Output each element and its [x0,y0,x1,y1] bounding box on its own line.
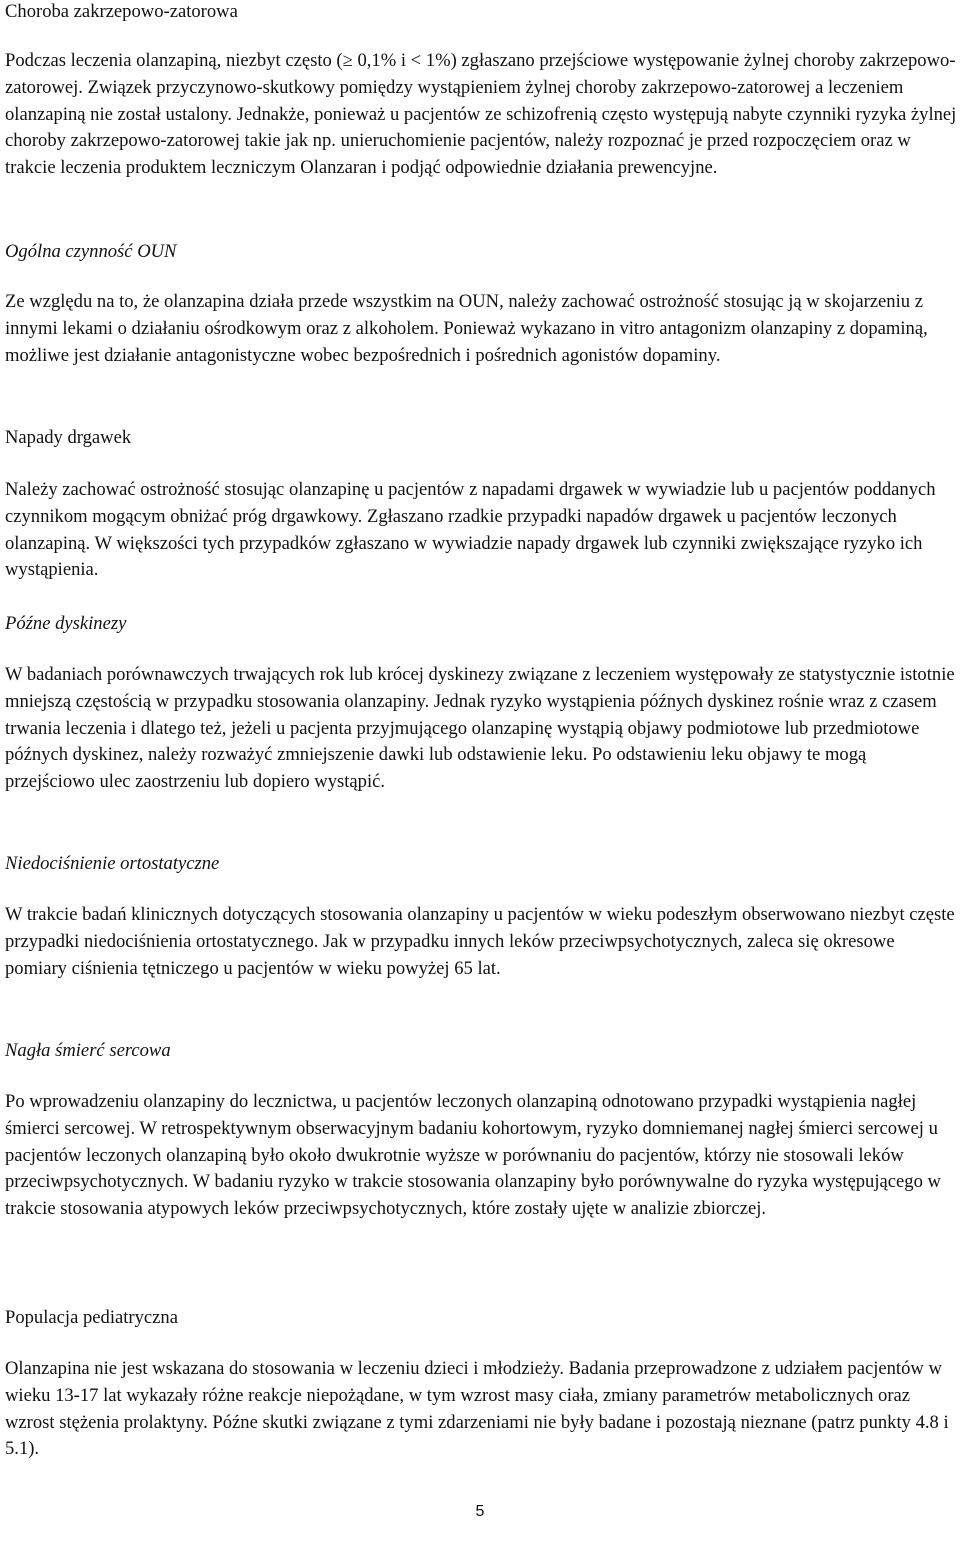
section-text-paediatric-population: Olanzapina nie jest wskazana do stosowania w leczeniu dzieci i młodzieży. Badania przeprowadzone z udziałem pacjentów w wieku 13-17 lat wykazały różne reakcje niepożądane, w tym wzrost masy ciała, zmiany parametrów metabolicznych oraz wzrost stężenia prolaktyny. Późne skutki związane z tymi zdarzeniami nie były badane i pozostają nieznane (patrz punkty 4.8 i 5.1). [5,1358,949,1460]
section-heading-seizures: Napady drgawek [5,427,132,448]
section-text-cns-activity: Ze względu na to, że olanzapina działa przede wszystkim na OUN, należy zachować ostrożność stosując ją w skojarzeniu z innymi lekami o działaniu ośrodkowym oraz z alkoholem. Ponieważ wykazano in vitro antagonizm olanzapiny z dopaminą, możliwe jest działanie antagonistyczne wobec bezpośrednich i pośrednich agonistów dopaminy. [5,291,928,366]
section-text-sudden-cardiac-death: Po wprowadzeniu olanzapiny do lecznictwa, u pacjentów leczonych olanzapiną odnotowano przypadki wystąpienia nagłej śmierci sercowej. W retrospektywnym obserwacyjnym badaniu kohortowym, ryzyko domniemanej nagłej śmierci sercowej u pacjentów leczonych olanzapiną było około dwukrotnie wyższe w porównaniu do pacjentów, którzy nie stosowali leków przeciwpsychotycznych. W badaniu ryzyko w trakcie stosowania olanzapiny było porównywalne do ryzyka występującego w trakcie stosowania atypowych leków przeciwpsychotycznych, które zostały ujęte w analizie zbiorczej. [5,1091,941,1220]
section-text-seizures: Należy zachować ostrożność stosując olanzapinę u pacjentów z napadami drgawek w wywiadzie lub u pacjentów poddanych czynnikom mogącym obniżać próg drgawkowy. Zgłaszano rzadkie przypadki napadów drgawek u pacjentów leczonych olanzapiną. W większości tych przypadków zgłaszano w wywiadzie napady drgawek lub czynniki zwiększające ryzyko ich wystąpienia. [5,479,936,581]
section-heading-sudden-cardiac-death: Nagła śmierć sercowa [5,1040,171,1061]
section-text-venous-thromboembolism: Podczas leczenia olanzapiną, niezbyt często (≥ 0,1% i < 1%) zgłaszano przejściowe występowanie żylnej choroby zakrzepowo-zatorowej. Związek przyczynowo-skutkowy pomiędzy wystąpieniem żylnej choroby zakrzepowo-zatorowej a leczeniem olanzapiną nie został ustalony. Jednakże, ponieważ u pacjentów ze schizofrenią często występują nabyte czynniki ryzyka żylnej choroby zakrzepowo-zatorowej takie jak np. unieruchomienie pacjentów, należy rozpoznać je przed rozpoczęciem oraz w trakcie leczenia produktem leczniczym Olanzaran i podjąć odpowiednie działania prewencyjne. [5,50,957,179]
page-number: 5 [475,1503,485,1520]
section-text-tardive-dyskinesia: W badaniach porównawczych trwających rok lub krócej dyskinezy związane z leczeniem występowały ze statystycznie istotnie mniejszą częstością w przypadku stosowania olanzapiny. Jednak ryzyko wystąpienia późnych dyskinez rośnie wraz z czasem trwania leczenia i dlatego też, jeżeli u pacjenta przyjmującego olanzapinę wystąpią objawy podmiotowe lub przedmiotowe późnych dyskinez, należy rozważyć zmniejszenie dawki lub odstawienie leku. Po odstawieniu leku objawy te mogą przejściowo ulec zaostrzeniu lub dopiero wystąpić. [5,664,955,793]
section-heading-cns-activity: Ogólna czynność OUN [5,241,177,262]
section-heading-tardive-dyskinesia: Późne dyskinezy [5,613,127,634]
section-text-orthostatic-hypotension: W trakcie badań klinicznych dotyczących stosowania olanzapiny u pacjentów w wieku podeszłym obserwowano niezbyt częste przypadki niedociśnienia ortostatycznego. Jak w przypadku innych leków przeciwpsychotycznych, zaleca się okresowe pomiary ciśnienia tętniczego u pacjentów w wieku powyżej 65 lat. [5,904,955,979]
section-heading-venous-thromboembolism: Choroba zakrzepowo-zatorowa [5,1,238,22]
section-heading-paediatric-population: Populacja pediatryczna [5,1307,178,1328]
section-heading-orthostatic-hypotension: Niedociśnienie ortostatyczne [5,853,220,874]
